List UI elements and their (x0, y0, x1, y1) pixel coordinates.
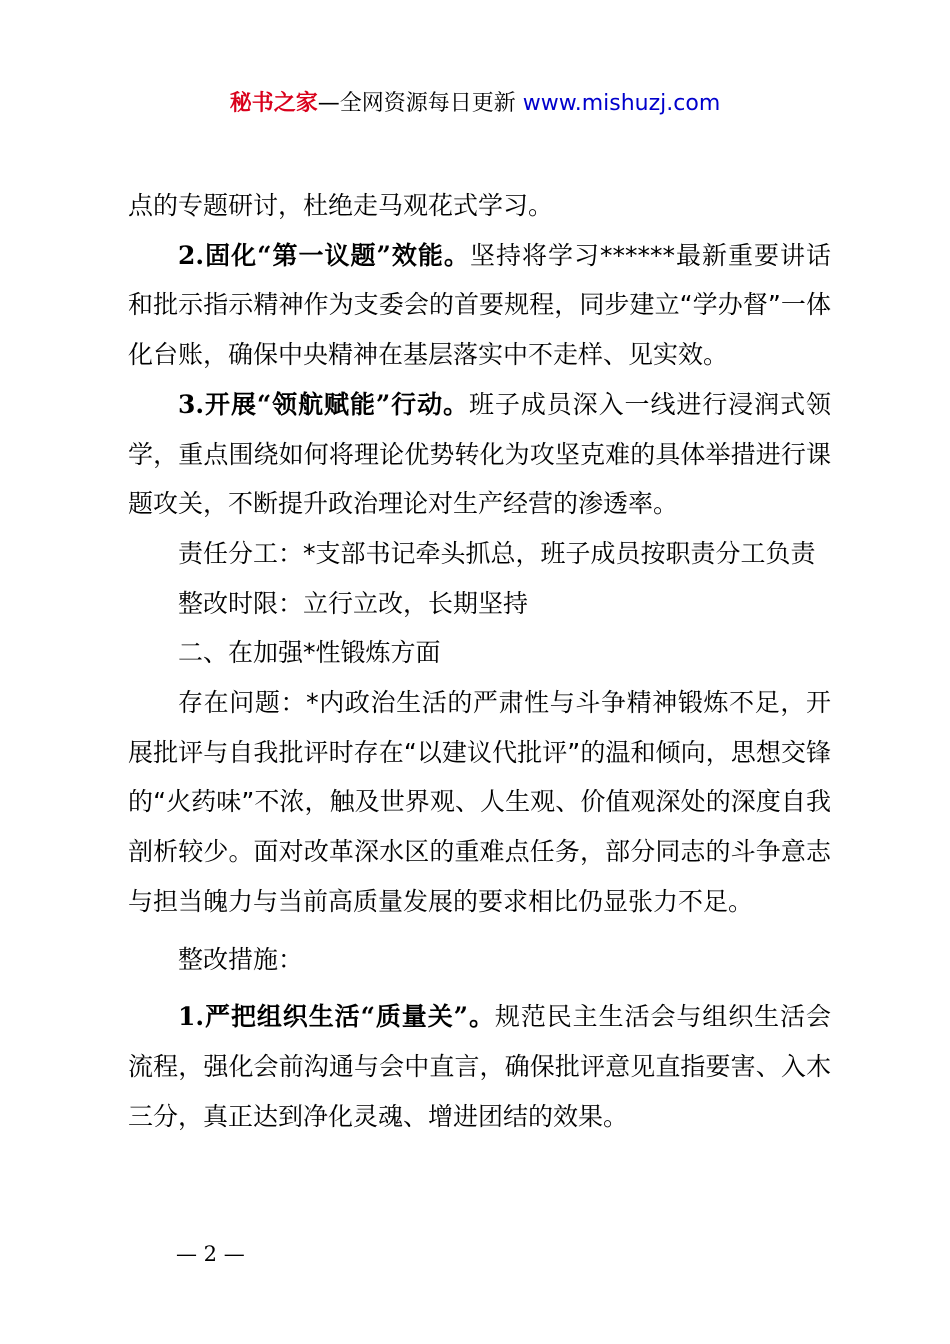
measure-3-text: 班子成员深入一线进行浸润式领学，重点围绕如何将理论优势转化为攻坚克难的具体举措进行课题攻关，不断提升政治理论对生产经营的渗透率。 (128, 389, 831, 519)
measures-label: 整改措施： (178, 944, 304, 974)
measure-2-heading: 2.固化“第一议题”效能。 (178, 240, 470, 270)
section-heading: 二、在加强*性锻炼方面 (178, 638, 441, 668)
paragraph-measure-3 (128, 380, 831, 529)
measure-1-text: 规范民主生活会与组织生活会流程，强化会前沟通与会中直言，确保批评意见直指要害、入木三分，真正达到净化灵魂、增进团结的效果。 (128, 1002, 831, 1131)
problem-paragraph: 存在问题：*内政治生活的严肃性与斗争精神锻炼不足，开展批评与自我批评时存在“以建议代批评”的温和倾向，思想交锋的“火药味”不浓，触及世界观、人生观、价值观深处的深度自我剖析较少。面对改革深水区的重难点任务，部分同志的斗争意志与担当魄力与当前高质量发展的要求相比仍显张力不足。 (128, 688, 831, 916)
document-body (128, 181, 831, 1141)
site-url-link[interactable]: www.mishuzj.com (522, 91, 721, 116)
header-tagline: —全网资源每日更新 (317, 91, 523, 116)
paragraph-measure-2 (128, 231, 831, 380)
deadline-line: 整改时限：立行立改，长期坚持 (178, 588, 529, 618)
brand-name: 秘书之家 (229, 91, 318, 116)
paragraph-measure-1 (128, 992, 831, 1141)
measure-3-heading: 3.开展“领航赋能”行动。 (178, 389, 469, 419)
measure-2-text: 坚持将学习******最新重要讲话和批示指示精神作为支委会的首要规程，同步建立“学办督”一体化台账，确保中央精神在基层落实中不走样、见实效。 (128, 240, 831, 370)
page-number: — 2 — (176, 1242, 245, 1266)
paragraph-continuation: 点的专题研讨，杜绝走马观花式学习。 (128, 191, 554, 220)
measure-1-heading: 1.严把组织生活“质量关”。 (178, 1002, 495, 1032)
responsibility-line: 责任分工：*支部书记牵头抓总，班子成员按职责分工负责 (178, 538, 816, 568)
site-header (0, 86, 950, 122)
